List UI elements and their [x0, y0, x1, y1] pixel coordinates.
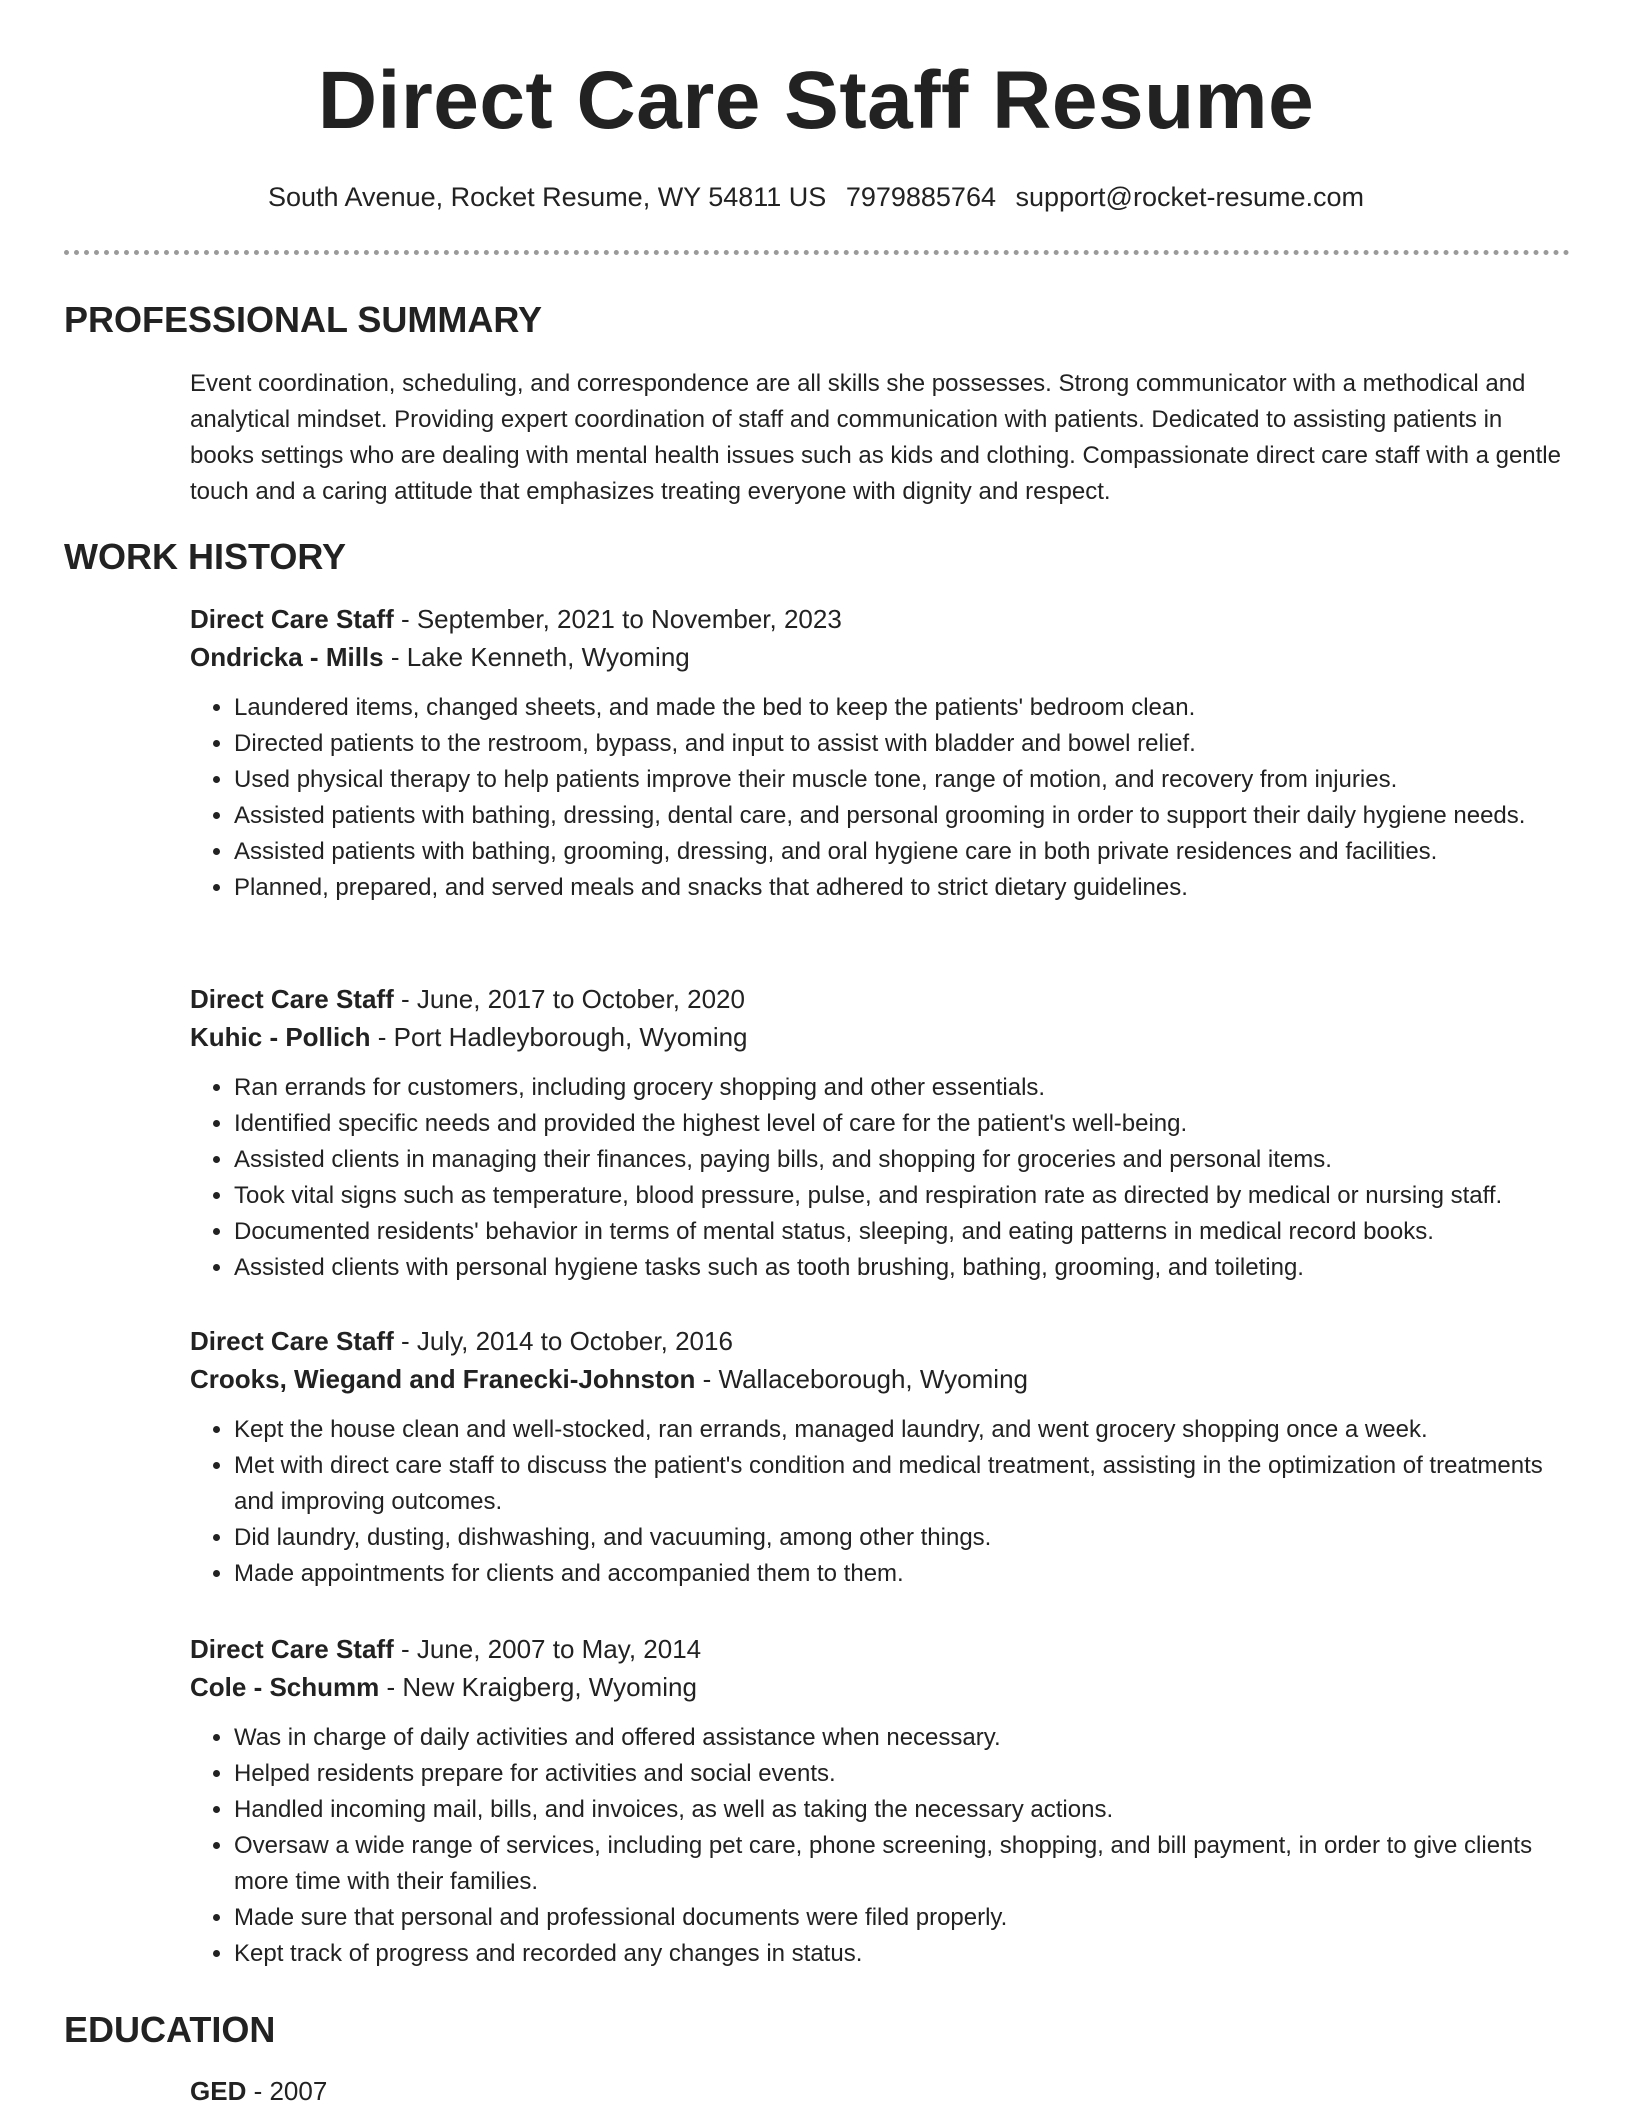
section-heading-education: EDUCATION	[64, 2009, 276, 2050]
job-title: Direct Care Staff	[190, 1634, 394, 1664]
header-divider	[64, 250, 1570, 255]
bullet-item: • Documented residents' behavior in terms of mental status, sleeping, and eating patterns in medical record books.	[234, 1214, 1570, 1250]
bullet-item: • Oversaw a wide range of services, including pet care, phone screening, shopping, and bill payment, in order to give clients more time with their families.	[234, 1828, 1570, 1900]
job-company-line	[190, 1668, 1570, 1706]
bullet-item: • Handled incoming mail, bills, and invoices, as well as taking the necessary actions.	[234, 1792, 1570, 1828]
job-company-line	[190, 1360, 1570, 1398]
job-title-line	[190, 1322, 1570, 1360]
job-location: - Lake Kenneth, Wyoming	[383, 642, 690, 672]
bullet-item: • Assisted patients with bathing, grooming, dressing, and oral hygiene care in both private residences and facilities.	[234, 834, 1570, 870]
job-entry	[190, 600, 1570, 906]
contact-email: support@rocket-resume.com	[1015, 182, 1365, 212]
bullet-item: • Kept track of progress and recorded any changes in status.	[234, 1936, 1570, 1972]
bullet-item: • Directed patients to the restroom, bypass, and input to assist with bladder and bowel relief.	[234, 726, 1570, 762]
bullet-item: • Ran errands for customers, including grocery shopping and other essentials.	[234, 1070, 1570, 1106]
job-title: Direct Care Staff	[190, 984, 394, 1014]
contact-phone: 7979885764	[845, 182, 996, 212]
bullet-item: • Kept the house clean and well-stocked, ran errands, managed laundry, and went grocery shopping once a week.	[234, 1412, 1570, 1448]
section-heading-summary: PROFESSIONAL SUMMARY	[64, 299, 543, 340]
summary-text: Event coordination, scheduling, and correspondence are all skills she possesses. Strong communicator with a methodical and analytical mindset. Providing expert coordination of staff and communication with patients. Dedicated to assisting patients in books settings who are dealing with mental health issues such as kids and clothing. Compassionate direct care staff with a gentle touch and a caring attitude that emphasizes treating everyone with dignity and respect.	[190, 370, 1561, 505]
bullet-item: • Identified specific needs and provided the highest level of care for the patient's well-being.	[234, 1106, 1570, 1142]
job-title-line	[190, 980, 1570, 1018]
bullet-item: • Assisted clients in managing their finances, paying bills, and shopping for groceries and personal items.	[234, 1142, 1570, 1178]
bullet-item: • Assisted clients with personal hygiene tasks such as tooth brushing, bathing, grooming, and toileting.	[234, 1250, 1570, 1286]
bullet-item: • Made sure that personal and professional documents were filed properly.	[234, 1900, 1570, 1936]
bullet-item: • Took vital signs such as temperature, blood pressure, pulse, and respiration rate as directed by medical or nursing staff.	[234, 1178, 1570, 1214]
bullet-item: • Was in charge of daily activities and offered assistance when necessary.	[234, 1720, 1570, 1756]
job-entry	[190, 1630, 1570, 1972]
bullet-item: • Laundered items, changed sheets, and made the bed to keep the patients' bedroom clean.	[234, 690, 1570, 726]
job-bullets	[190, 690, 1570, 906]
job-dates: - September, 2021 to November, 2023	[393, 604, 842, 634]
job-location: - Wallaceborough, Wyoming	[695, 1364, 1028, 1394]
job-location: - Port Hadleyborough, Wyoming	[370, 1022, 748, 1052]
job-bullets	[190, 1720, 1570, 1972]
job-entry	[190, 980, 1570, 1286]
education-year: - 2007	[246, 2076, 328, 2106]
job-entry	[190, 1322, 1570, 1592]
bullet-item: • Assisted patients with bathing, dressing, dental care, and personal grooming in order to support their daily hygiene needs.	[234, 798, 1570, 834]
job-company-line	[190, 1018, 1570, 1056]
job-title-line	[190, 600, 1570, 638]
job-title-line	[190, 1630, 1570, 1668]
job-bullets	[190, 1412, 1570, 1592]
section-heading-work: WORK HISTORY	[64, 536, 347, 577]
resume-title: Direct Care Staff Resume	[317, 55, 1315, 146]
job-company: Cole - Schumm	[190, 1672, 380, 1702]
bullet-item: • Planned, prepared, and served meals and snacks that adhered to strict dietary guidelines.	[234, 870, 1570, 906]
job-dates: - June, 2017 to October, 2020	[393, 984, 745, 1014]
contact-address: South Avenue, Rocket Resume, WY 54811 US	[267, 182, 827, 212]
job-title: Direct Care Staff	[190, 604, 394, 634]
job-dates: - July, 2014 to October, 2016	[393, 1326, 733, 1356]
bullet-item: • Used physical therapy to help patients improve their muscle tone, range of motion, and recovery from injuries.	[234, 762, 1570, 798]
bullet-item: • Met with direct care staff to discuss the patient's condition and medical treatment, assisting in the optimization of treatments and improving outcomes.	[234, 1448, 1570, 1520]
job-company: Crooks, Wiegand and Franecki-Johnston	[190, 1364, 696, 1394]
job-company: Ondricka - Mills	[190, 642, 384, 672]
job-company: Kuhic - Pollich	[190, 1022, 371, 1052]
bullet-item: • Helped residents prepare for activities and social events.	[234, 1756, 1570, 1792]
job-title: Direct Care Staff	[190, 1326, 394, 1356]
job-company-line	[190, 638, 1570, 676]
job-bullets	[190, 1070, 1570, 1286]
contact-line	[0, 180, 1632, 215]
job-location: - New Kraigberg, Wyoming	[379, 1672, 697, 1702]
bullet-item: • Made appointments for clients and accompanied them to them.	[234, 1556, 1570, 1592]
education-degree: GED	[190, 2076, 247, 2106]
education-entry	[190, 2072, 327, 2110]
job-dates: - June, 2007 to May, 2014	[393, 1634, 702, 1664]
bullet-item: • Did laundry, dusting, dishwashing, and vacuuming, among other things.	[234, 1520, 1570, 1556]
